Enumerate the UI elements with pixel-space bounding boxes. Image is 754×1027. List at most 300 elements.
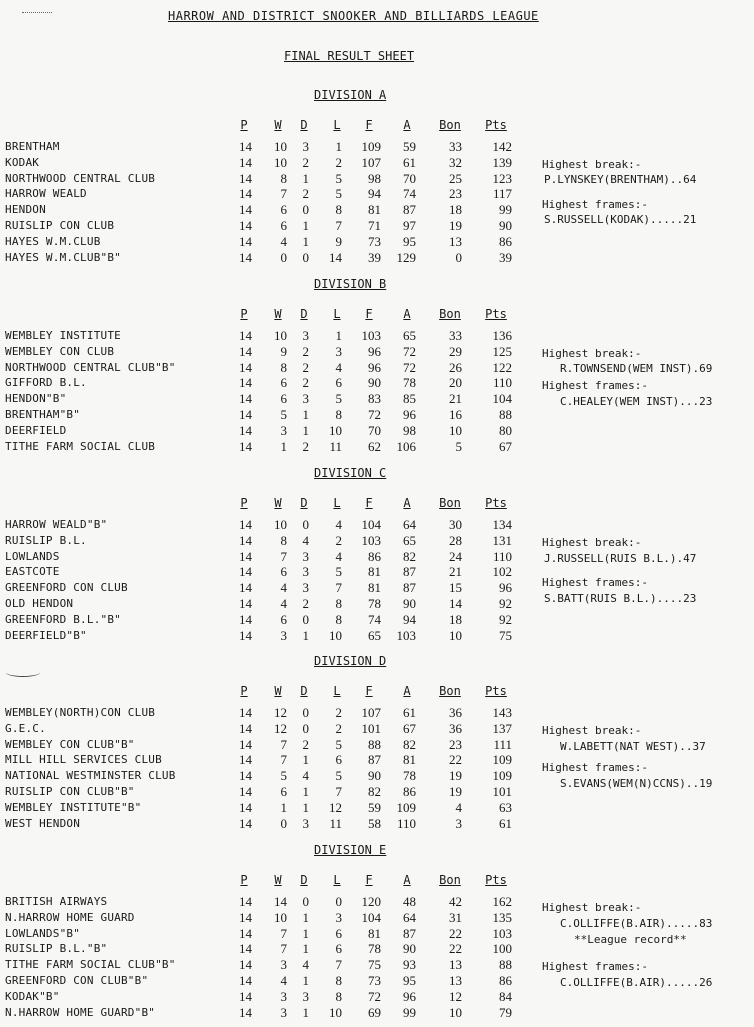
stat-cell: 16: [449, 407, 462, 422]
stat-cell: 90: [499, 218, 512, 233]
team-name: GREENFORD B.L."B": [5, 612, 121, 626]
stat-cell: 19: [449, 784, 462, 799]
stat-cell: 92: [499, 611, 512, 627]
stat-cell: 88: [499, 407, 512, 422]
stat-cell: 81: [368, 202, 381, 218]
stat-cell: 14: [239, 815, 252, 831]
column-header: Bon: [439, 684, 461, 698]
note-value: S.EVANS(WEM(N)CCNS)..19: [560, 777, 713, 790]
team-name: BRENTHAM"B": [5, 408, 81, 421]
stat-cell: 7: [280, 925, 287, 941]
stat-cell: 104: [492, 391, 512, 407]
stat-cell: 22: [449, 752, 462, 768]
stat-cell: 4: [302, 957, 309, 973]
column-header: L: [333, 496, 341, 510]
stat-cell: 6: [335, 375, 342, 391]
stat-cell: 59: [368, 799, 381, 815]
stat-cell: 87: [403, 580, 416, 596]
stat-cell: 98: [403, 422, 416, 438]
stat-cell: 64: [403, 909, 416, 925]
stat-cell: 90: [368, 375, 381, 391]
stat-cell: 1: [335, 328, 342, 343]
stat-cell: 135: [492, 909, 512, 925]
stat-cell: 67: [499, 438, 512, 454]
stat-cell: 14: [239, 1004, 252, 1020]
stat-cell: 13: [449, 973, 462, 988]
stat-cell: 72: [368, 407, 381, 422]
stat-cell: 79: [499, 1004, 512, 1020]
stat-cell: 106: [396, 438, 416, 454]
team-name: LOWLANDS"B": [5, 926, 81, 940]
column-header: D: [300, 307, 308, 321]
stat-cell: 87: [368, 752, 381, 768]
stat-cell: 10: [274, 328, 287, 343]
column-header: Pts: [485, 873, 507, 887]
document-title: HARROW AND DISTRICT SNOOKER AND BILLIARDS LEAGUE: [168, 9, 539, 23]
stat-cell: 10: [329, 1004, 342, 1020]
stat-cell: 14: [449, 596, 462, 611]
stat-cell: 110: [396, 815, 416, 831]
stat-cell: 96: [499, 580, 512, 596]
stat-cell: 109: [396, 799, 416, 815]
team-name: KODAK"B": [5, 989, 60, 1003]
stat-cell: 142: [492, 139, 512, 154]
stat-cell: 14: [239, 407, 252, 422]
stat-cell: 84: [499, 988, 512, 1004]
stat-cell: 109: [361, 139, 381, 154]
stat-cell: 8: [280, 532, 287, 548]
stat-cell: 75: [499, 627, 512, 643]
stat-cell: 93: [403, 957, 416, 973]
stat-cell: 136: [492, 328, 512, 343]
stat-cell: 14: [239, 328, 252, 343]
team-name: TITHE FARM SOCIAL CLUB"B": [5, 958, 176, 972]
stat-cell: 94: [368, 186, 381, 202]
team-name: GREENFORD CON CLUB"B": [5, 974, 149, 987]
stat-cell: 3: [280, 627, 287, 643]
stat-cell: 18: [449, 202, 462, 218]
stat-cell: 10: [329, 627, 342, 643]
stat-cell: 42: [449, 894, 462, 909]
team-name: HENDON: [5, 203, 46, 217]
column-header: Bon: [439, 496, 461, 510]
stat-cell: 14: [239, 925, 252, 941]
stat-cell: 2: [302, 186, 309, 202]
stat-cell: 10: [274, 139, 287, 154]
stat-cell: 0: [302, 705, 309, 720]
stat-cell: 120: [361, 894, 381, 909]
stat-cell: 125: [492, 343, 512, 359]
pen-stroke: [6, 668, 40, 677]
stat-cell: 5: [335, 564, 342, 580]
stat-cell: 1: [302, 909, 309, 925]
column-header: A: [403, 307, 411, 321]
team-name: EASTCOTE: [5, 565, 60, 579]
stat-cell: 7: [280, 941, 287, 957]
team-name: OLD HENDON: [5, 597, 74, 610]
stat-cell: 14: [239, 375, 252, 391]
column-header: W: [274, 118, 282, 132]
stat-cell: 10: [449, 1004, 462, 1020]
stat-cell: 87: [403, 925, 416, 941]
column-header: P: [240, 496, 248, 510]
stat-cell: 7: [280, 186, 287, 202]
stat-cell: 100: [492, 941, 512, 957]
stat-cell: 2: [335, 705, 342, 720]
stat-cell: 90: [403, 941, 416, 957]
stat-cell: 103: [361, 532, 381, 548]
column-header: F: [365, 684, 373, 698]
stat-cell: 2: [302, 343, 309, 359]
team-name: MILL HILL SERVICES CLUB: [5, 753, 162, 767]
stat-cell: 29: [449, 343, 462, 359]
team-name: G.E.C.: [5, 721, 46, 735]
stat-cell: 72: [403, 343, 416, 359]
stat-cell: 13: [449, 957, 462, 973]
stat-cell: 6: [280, 202, 287, 218]
team-name: LOWLANDS: [5, 549, 60, 563]
stat-cell: 21: [449, 391, 462, 407]
stat-cell: 78: [403, 375, 416, 391]
stat-cell: 1: [302, 941, 309, 957]
stat-cell: 137: [492, 720, 512, 736]
column-header: Bon: [439, 118, 461, 132]
stat-cell: 14: [239, 170, 252, 186]
note-heading: Highest frames:-: [542, 960, 648, 973]
team-name: HENDON"B": [5, 392, 67, 406]
stat-cell: 3: [302, 815, 309, 831]
stat-cell: 1: [302, 170, 309, 186]
stat-cell: 24: [449, 548, 462, 564]
stat-cell: 80: [499, 422, 512, 438]
column-header: Pts: [485, 496, 507, 510]
stat-cell: 88: [499, 957, 512, 973]
note-heading: Highest break:-: [542, 724, 642, 737]
stat-cell: 4: [302, 532, 309, 548]
stat-cell: 5: [335, 736, 342, 752]
stat-cell: 83: [368, 391, 381, 407]
team-name: BRITISH AIRWAYS: [5, 895, 108, 908]
column-header: A: [403, 873, 411, 887]
stat-cell: 96: [368, 359, 381, 375]
stat-cell: 14: [239, 517, 252, 532]
stat-cell: 14: [239, 391, 252, 407]
stat-cell: 0: [302, 202, 309, 218]
note-heading: Highest break:-: [542, 536, 642, 549]
stat-cell: 1: [280, 799, 287, 815]
stat-cell: 1: [302, 1004, 309, 1020]
stat-cell: 10: [449, 422, 462, 438]
stat-cell: 14: [239, 988, 252, 1004]
stat-cell: 1: [302, 799, 309, 815]
stat-cell: 14: [239, 705, 252, 720]
stat-cell: 32: [449, 154, 462, 170]
stat-cell: 0: [302, 611, 309, 627]
stat-cell: 14: [239, 768, 252, 784]
column-header: W: [274, 307, 282, 321]
stat-cell: 14: [239, 973, 252, 988]
team-name: WEST HENDON: [5, 816, 81, 830]
division-title: DIVISION B: [314, 277, 387, 291]
stat-cell: 8: [335, 611, 342, 627]
stat-cell: 14: [239, 359, 252, 375]
stat-cell: 103: [361, 328, 381, 343]
stat-cell: 110: [492, 375, 512, 391]
column-header: F: [365, 496, 373, 510]
stat-cell: 94: [403, 611, 416, 627]
column-header: Bon: [439, 307, 461, 321]
stat-cell: 59: [403, 139, 416, 154]
column-header: Bon: [439, 873, 461, 887]
column-header: P: [240, 684, 248, 698]
stat-cell: 73: [368, 973, 381, 988]
column-header: W: [274, 873, 282, 887]
stat-cell: 3: [335, 909, 342, 925]
stat-cell: 10: [274, 154, 287, 170]
column-header: L: [333, 684, 341, 698]
stat-cell: 85: [403, 391, 416, 407]
stat-cell: 11: [329, 438, 342, 454]
stat-cell: 88: [368, 736, 381, 752]
stat-cell: 0: [280, 249, 287, 265]
stat-cell: 6: [280, 375, 287, 391]
stat-cell: 1: [280, 438, 287, 454]
stat-cell: 3: [280, 957, 287, 973]
stat-cell: 90: [403, 596, 416, 611]
stat-cell: 7: [335, 957, 342, 973]
column-header: A: [403, 496, 411, 510]
stat-cell: 1: [302, 422, 309, 438]
team-name: GREENFORD CON CLUB: [5, 581, 128, 595]
team-name: TITHE FARM SOCIAL CLUB: [5, 439, 156, 453]
stat-cell: 82: [403, 548, 416, 564]
stat-cell: 63: [499, 799, 512, 815]
stat-cell: 19: [449, 768, 462, 784]
stat-cell: 101: [492, 784, 512, 799]
stat-cell: 4: [302, 768, 309, 784]
stat-cell: 58: [368, 815, 381, 831]
column-header: F: [365, 873, 373, 887]
stat-cell: 4: [455, 799, 462, 815]
stat-cell: 123: [492, 170, 512, 186]
note-value: C.HEALEY(WEM INST)...23: [560, 395, 713, 408]
stat-cell: 78: [368, 596, 381, 611]
stat-cell: 14: [239, 627, 252, 643]
stat-cell: 0: [302, 249, 309, 265]
note-heading: Highest break:-: [542, 901, 642, 914]
stat-cell: 103: [492, 925, 512, 941]
stat-cell: 14: [239, 596, 252, 611]
stat-cell: 2: [302, 375, 309, 391]
stat-cell: 4: [280, 233, 287, 249]
stat-cell: 6: [280, 611, 287, 627]
column-header: L: [333, 118, 341, 132]
stat-cell: 20: [449, 375, 462, 391]
stat-cell: 14: [239, 438, 252, 454]
stat-cell: 5: [335, 768, 342, 784]
stat-cell: 36: [449, 720, 462, 736]
stat-cell: 30: [449, 517, 462, 532]
stat-cell: 3: [302, 139, 309, 154]
column-header: L: [333, 873, 341, 887]
stat-cell: 78: [403, 768, 416, 784]
stat-cell: 14: [239, 139, 252, 154]
stat-cell: 86: [499, 973, 512, 988]
team-name: WEMBLEY INSTITUTE"B": [5, 800, 142, 814]
stat-cell: 86: [499, 233, 512, 249]
note-value: P.LYNSKEY(BRENTHAM)..64: [544, 173, 697, 186]
stat-cell: 122: [492, 359, 512, 375]
stat-cell: 6: [335, 941, 342, 957]
stat-cell: 14: [239, 784, 252, 799]
stat-cell: 72: [403, 359, 416, 375]
stat-cell: 3: [302, 564, 309, 580]
column-header: P: [240, 307, 248, 321]
stat-cell: 7: [280, 736, 287, 752]
stat-cell: 1: [302, 627, 309, 643]
stat-cell: 5: [280, 407, 287, 422]
stat-cell: 87: [403, 564, 416, 580]
team-name: WEMBLEY(NORTH)CON CLUB: [5, 706, 156, 719]
stat-cell: 1: [302, 752, 309, 768]
stat-cell: 8: [335, 973, 342, 988]
team-name: NORTHWOOD CENTRAL CLUB: [5, 171, 156, 185]
stat-cell: 0: [335, 894, 342, 909]
column-header: Pts: [485, 684, 507, 698]
team-name: WEMBLEY CON CLUB: [5, 344, 115, 358]
stat-cell: 22: [449, 925, 462, 941]
stat-cell: 14: [239, 202, 252, 218]
stat-cell: 26: [449, 359, 462, 375]
team-name: RUISLIP B.L."B": [5, 942, 108, 956]
stat-cell: 8: [335, 596, 342, 611]
stat-cell: 81: [368, 564, 381, 580]
stat-cell: 86: [403, 784, 416, 799]
stat-cell: 92: [499, 596, 512, 611]
stat-cell: 0: [280, 815, 287, 831]
note-heading: Highest frames:-: [542, 198, 648, 211]
stat-cell: 74: [368, 611, 381, 627]
stat-cell: 14: [239, 799, 252, 815]
stat-cell: 3: [280, 1004, 287, 1020]
stat-cell: 3: [335, 343, 342, 359]
stat-cell: 97: [403, 218, 416, 233]
stat-cell: 7: [335, 580, 342, 596]
stat-cell: 70: [368, 422, 381, 438]
document-subtitle: FINAL RESULT SHEET: [284, 49, 415, 63]
stat-cell: 104: [361, 517, 381, 532]
stat-cell: 6: [280, 391, 287, 407]
stat-cell: 14: [329, 249, 342, 265]
stat-cell: 90: [368, 768, 381, 784]
stat-cell: 81: [368, 580, 381, 596]
team-name: NORTHWOOD CENTRAL CLUB"B": [5, 360, 176, 374]
stat-cell: 62: [368, 438, 381, 454]
stat-cell: 3: [302, 580, 309, 596]
stat-cell: 3: [280, 422, 287, 438]
stat-cell: 2: [302, 438, 309, 454]
stat-cell: 99: [499, 202, 512, 218]
stat-cell: 12: [274, 720, 287, 736]
stat-cell: 4: [280, 973, 287, 988]
stat-cell: 0: [302, 894, 309, 909]
column-header: Pts: [485, 307, 507, 321]
stat-cell: 5: [455, 438, 462, 454]
note-value: **League record**: [574, 933, 687, 946]
stat-cell: 3: [302, 391, 309, 407]
team-name: RUISLIP CON CLUB: [5, 219, 115, 232]
stat-cell: 4: [335, 548, 342, 564]
stat-cell: 4: [280, 580, 287, 596]
stat-cell: 74: [403, 186, 416, 202]
stat-cell: 69: [368, 1004, 381, 1020]
team-name: HARROW WEALD"B": [5, 518, 108, 531]
note-heading: Highest frames:-: [542, 576, 648, 589]
stat-cell: 12: [449, 988, 462, 1004]
stat-cell: 5: [335, 170, 342, 186]
stat-cell: 4: [335, 517, 342, 532]
column-header: D: [300, 684, 308, 698]
stat-cell: 95: [403, 973, 416, 988]
stat-cell: 61: [499, 815, 512, 831]
stat-cell: 28: [449, 532, 462, 548]
stat-cell: 8: [335, 407, 342, 422]
column-header: F: [365, 118, 373, 132]
stat-cell: 96: [368, 343, 381, 359]
stat-cell: 102: [492, 564, 512, 580]
stat-cell: 107: [361, 705, 381, 720]
stat-cell: 61: [403, 154, 416, 170]
column-header: D: [300, 118, 308, 132]
stat-cell: 65: [368, 627, 381, 643]
stat-cell: 75: [368, 957, 381, 973]
stat-cell: 111: [493, 736, 512, 752]
stat-cell: 65: [403, 328, 416, 343]
division-title: DIVISION A: [314, 88, 387, 102]
division-title: DIVISION D: [314, 654, 387, 668]
team-name: DEERFIELD: [5, 423, 67, 437]
stat-cell: 6: [280, 564, 287, 580]
stat-cell: 14: [239, 186, 252, 202]
column-header: A: [403, 684, 411, 698]
stat-cell: 2: [302, 736, 309, 752]
stat-cell: 8: [280, 170, 287, 186]
stat-cell: 61: [403, 705, 416, 720]
stat-cell: 65: [403, 532, 416, 548]
stat-cell: 78: [368, 941, 381, 957]
stat-cell: 107: [361, 154, 381, 170]
stat-cell: 14: [239, 233, 252, 249]
stat-cell: 12: [329, 799, 342, 815]
column-header: D: [300, 496, 308, 510]
stat-cell: 14: [239, 909, 252, 925]
stat-cell: 39: [499, 249, 512, 265]
stat-cell: 98: [368, 170, 381, 186]
stat-cell: 0: [302, 517, 309, 532]
stat-cell: 4: [280, 596, 287, 611]
column-header: P: [240, 118, 248, 132]
stat-cell: 1: [302, 973, 309, 988]
stat-cell: 8: [335, 988, 342, 1004]
column-header: Pts: [485, 118, 507, 132]
stat-cell: 8: [335, 202, 342, 218]
stat-cell: 1: [302, 233, 309, 249]
stat-cell: 4: [335, 359, 342, 375]
column-header: L: [333, 307, 341, 321]
stat-cell: 14: [239, 941, 252, 957]
stat-cell: 139: [492, 154, 512, 170]
stat-cell: 134: [492, 517, 512, 532]
